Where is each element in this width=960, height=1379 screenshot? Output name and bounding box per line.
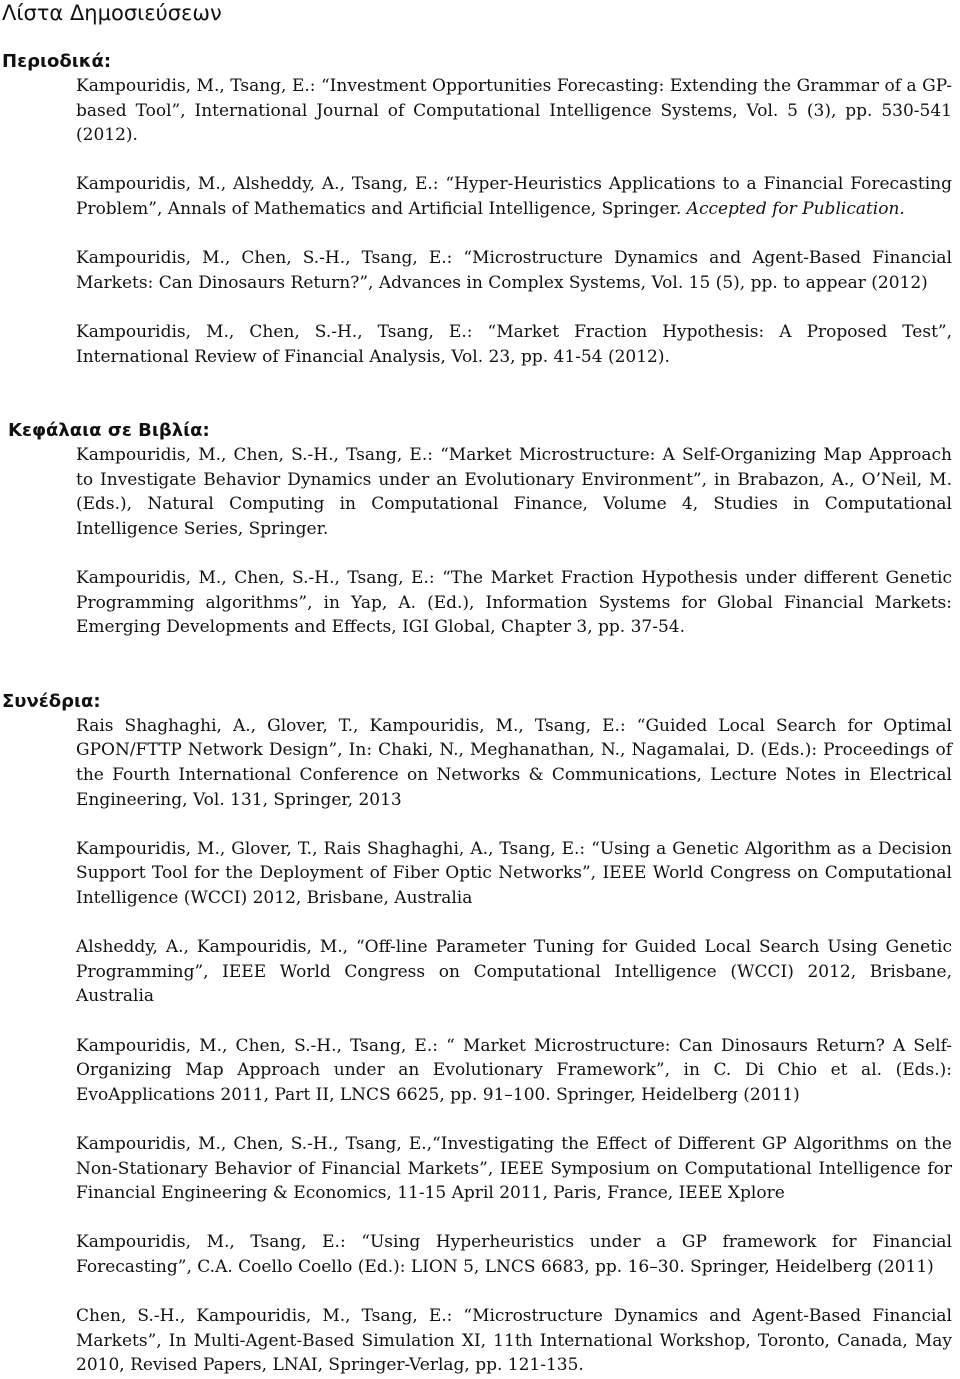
entry-text: Kampouridis, M., Tsang, E.: “Using Hyperheuristics under a GP framework for Financial Forecasting”, C.A. Coello Coello (Ed.): LION 5, LNCS 6683, pp. 16–30. Springer, Heidelberg (2011) bbox=[76, 1232, 952, 1277]
section-heading-journals: Περιοδικά: bbox=[2, 51, 112, 72]
entry-text: Kampouridis, M., Chen, S.-H., Tsang, E.: “Market Microstructure: A Self-Organizing Map Approach to Investigate Behavior Dynamics under an Evolutionary Environment”, in Brabazon, A., O’Neil, M. (Eds.), Natural Computing in Computational Finance, Volume 4, Studies in Computational Intelligence Series, Springer. bbox=[76, 445, 952, 539]
publication-entry-conference-1 bbox=[76, 714, 952, 812]
publication-entry-journal-4 bbox=[76, 320, 952, 369]
publication-entry-conference-5 bbox=[76, 1132, 952, 1206]
entry-text: Kampouridis, M., Chen, S.-H., Tsang, E.: “The Market Fraction Hypothesis under different Genetic Programming algorithms”, in Yap, A. (Ed.), Information Systems for Global Financial Markets: Emerging Developments and Effects, IGI Global, Chapter 3, pp. 37-54. bbox=[76, 568, 952, 638]
entry-text: Kampouridis, M., Chen, S.-H., Tsang, E.: “Market Fraction Hypothesis: A Proposed Test”, International Review of Financial Analysis, Vol. 23, pp. 41-54 (2012). bbox=[76, 321, 952, 367]
publication-entry-journal-1 bbox=[76, 74, 952, 148]
section-heading-conferences: Συνέδρια: bbox=[2, 690, 101, 712]
entry-text: Kampouridis, M., Glover, T., Rais Shaghaghi, A., Tsang, E.: “Using a Genetic Algorithm as a Decision Support Tool for the Deployment of Fiber Optic Networks”, IEEE World Congress on Computational Intelligence (WCCI) 2012, Brisbane, Australia bbox=[76, 838, 952, 909]
entry-text: Chen, S.-H., Kampouridis, M., Tsang, E.: “Microstructure Dynamics and Agent-Based Financial Markets”, In Multi-Agent-Based Simulation XI, 11th International Workshop, Toronto, Canada, May 2010, Revised Papers, LNAI, Springer-Verlag, pp. 121-135. bbox=[76, 1306, 952, 1376]
publication-entry-journal-3 bbox=[76, 246, 952, 295]
entry-text: Kampouridis, M., Tsang, E.: “Investment Opportunities Forecasting: Extending the Grammar of a GP-based Tool”, International Journal of Computational Intelligence Systems, Vol. 5 (3), pp. 530-541 (2012). bbox=[76, 76, 952, 146]
page-title: Λίστα Δημοσιεύσεων bbox=[2, 1, 222, 25]
publication-entry-conference-3 bbox=[76, 935, 952, 1009]
entry-text: Kampouridis, M., Chen, S.-H., Tsang, E.: “Microstructure Dynamics and Agent-Based Financial Markets: Can Dinosaurs Return?”, Advances in Complex Systems, Vol. 15 (5), pp. to appear (2012) bbox=[76, 248, 952, 293]
entry-text: Kampouridis, M., Alsheddy, A., Tsang, E.: “Hyper-Heuristics Applications to a Financial Forecasting Problem”, Annals of Mathematics and Artificial Intelligence, Springer. bbox=[76, 174, 952, 219]
entry-text: Rais Shaghaghi, A., Glover, T., Kampouridis, M., Tsang, E.: “Guided Local Search for Optimal GPON/FTTP Network Design”, In: Chaki, N., Meghanathan, N., Nagamalai, D. (Eds.): Proceedings of the Fourth International Conference on Networks & Communications, Lecture Notes in Electrical Engineering, Vol. 131, Springer, 2013 bbox=[76, 715, 952, 810]
publication-entry-conference-2 bbox=[76, 837, 952, 911]
section-heading-book-chapters: Κεφάλαια σε Βιβλία: bbox=[8, 420, 210, 442]
publication-entry-conference-6 bbox=[76, 1230, 952, 1279]
entry-text: Kampouridis, M., Chen, S.-H., Tsang, E.,“Investigating the Effect of Different GP Algorithms on the Non-Stationary Behavior of Financial Markets”, IEEE Symposium on Computational Intelligence for Financial Engineering & Economics, 11-15 April 2011, Paris, France, IEEE Xplore bbox=[76, 1133, 952, 1204]
publication-entry-chapter-1 bbox=[76, 443, 952, 541]
publication-entry-journal-2 bbox=[76, 172, 952, 221]
entry-text: Alsheddy, A., Kampouridis, M., “Off-line Parameter Tuning for Guided Local Search Using Genetic Programming”, IEEE World Congress on Computational Intelligence (WCCI) 2012, Brisbane, Australia bbox=[76, 937, 952, 1007]
publication-entry-chapter-2 bbox=[76, 566, 952, 640]
publication-entry-conference-4 bbox=[76, 1034, 952, 1108]
publication-entry-conference-7 bbox=[76, 1304, 952, 1378]
entry-text: Kampouridis, M., Chen, S.-H., Tsang, E.: “ Market Microstructure: Can Dinosaurs Return? A Self-Organizing Map Approach under an Evolutionary Framework”, in C. Di Chio et al. (Eds.): EvoApplications 2011, Part II, LNCS 6625, pp. 91–100. Springer, Heidelberg (2011) bbox=[76, 1035, 952, 1105]
publication-status-note: Accepted for Publication. bbox=[686, 198, 905, 219]
